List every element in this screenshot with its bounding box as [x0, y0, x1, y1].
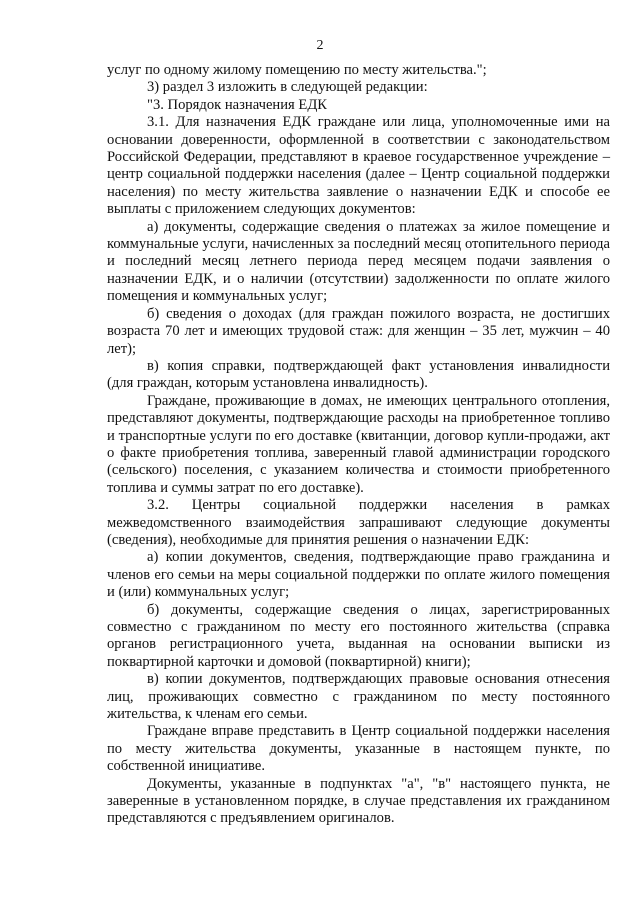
- paragraph-own-initiative: Граждане вправе представить в Центр социальной поддержки населения по месту жительства документы, указанные в настоящем пункте, по собственной инициативе.: [107, 723, 610, 775]
- list-item-3-1-v: в) копия справки, подтверждающей факт установления инвалидности (для граждан, которым установлена инвалидность).: [107, 357, 610, 392]
- section-heading: "3. Порядок назначения ЕДК: [147, 96, 328, 113]
- list-item-3-2-v: в) копии документов, подтверждающих правовые основания отнесения лиц, проживающих совместно с гражданином по месту постоянного жительства, к членам его семьи.: [107, 671, 610, 723]
- document-body: [107, 62, 610, 828]
- paragraph-amendment-intro: 3) раздел 3 изложить в следующей редакции:: [147, 79, 428, 96]
- page-number: 2: [316, 38, 324, 53]
- list-item-3-2-a: а) копии документов, сведения, подтверждающие право гражданина и членов его семьи на меры социальной поддержки по оплате жилого помещения и (или) коммунальных услуг;: [107, 549, 610, 601]
- paragraph-continuation: услуг по одному жилому помещению по месту жительства.";: [107, 62, 487, 78]
- list-item-3-1-a: а) документы, содержащие сведения о платежах за жилое помещение и коммунальные услуги, начисленных за последний месяц отопительного периода и последний месяц летнего периода перед месяцем подачи заявления о назначении ЕДК, и о наличии (отсутствии) задолженности по оплате жилого помещения и коммунальных услуг;: [107, 218, 610, 305]
- paragraph-3-1: 3.1. Для назначения ЕДК граждане или лица, уполномоченные ими на основании доверенности, оформленной в соответствии с законодательством Российской Федерации, представляют в краевое государственное учреждение – центр социальной поддержки населения (далее – Центр социальной поддержки населения) по месту жительства заявление о назначении ЕДК и способе ее выплаты с приложением следующих документов:: [107, 114, 610, 218]
- list-item-3-2-b: б) документы, содержащие сведения о лицах, зарегистрированных совместно с гражданином по месту его постоянного жительства (справка органов регистрационного учета, выданная на основании выписки из поквартирной карточки и домовой (поквартирной) книги);: [107, 601, 610, 670]
- list-item-3-1-b: б) сведения о доходах (для граждан пожилого возраста, не достигших возраста 70 лет и имеющих трудовой стаж: для женщин – 35 лет, мужчин – 40 лет);: [107, 305, 610, 357]
- paragraph-3-2: 3.2. Центры социальной поддержки населения в рамках межведомственного взаимодействия запрашивают следующие документы (сведения), необходимые для принятия решения о назначении ЕДК:: [107, 497, 610, 548]
- paragraph-originals: Документы, указанные в подпунктах "а", "в" настоящего пункта, не заверенные в установленном порядке, в случае представления их гражданином представляются с предъявлением оригиналов.: [107, 775, 610, 827]
- paragraph-heating-documents: Граждане, проживающие в домах, не имеющих центрального отопления, представляют документы, подтверждающие расходы на приобретенное топливо и транспортные услуги по его доставке (квитанции, договор купли-продажи, акт о факте приобретения топлива, заверенный главой администрации городского (сельского) поселения, с указанием количества и стоимости приобретенного топлива и суммы затрат по его доставке).: [107, 392, 610, 496]
